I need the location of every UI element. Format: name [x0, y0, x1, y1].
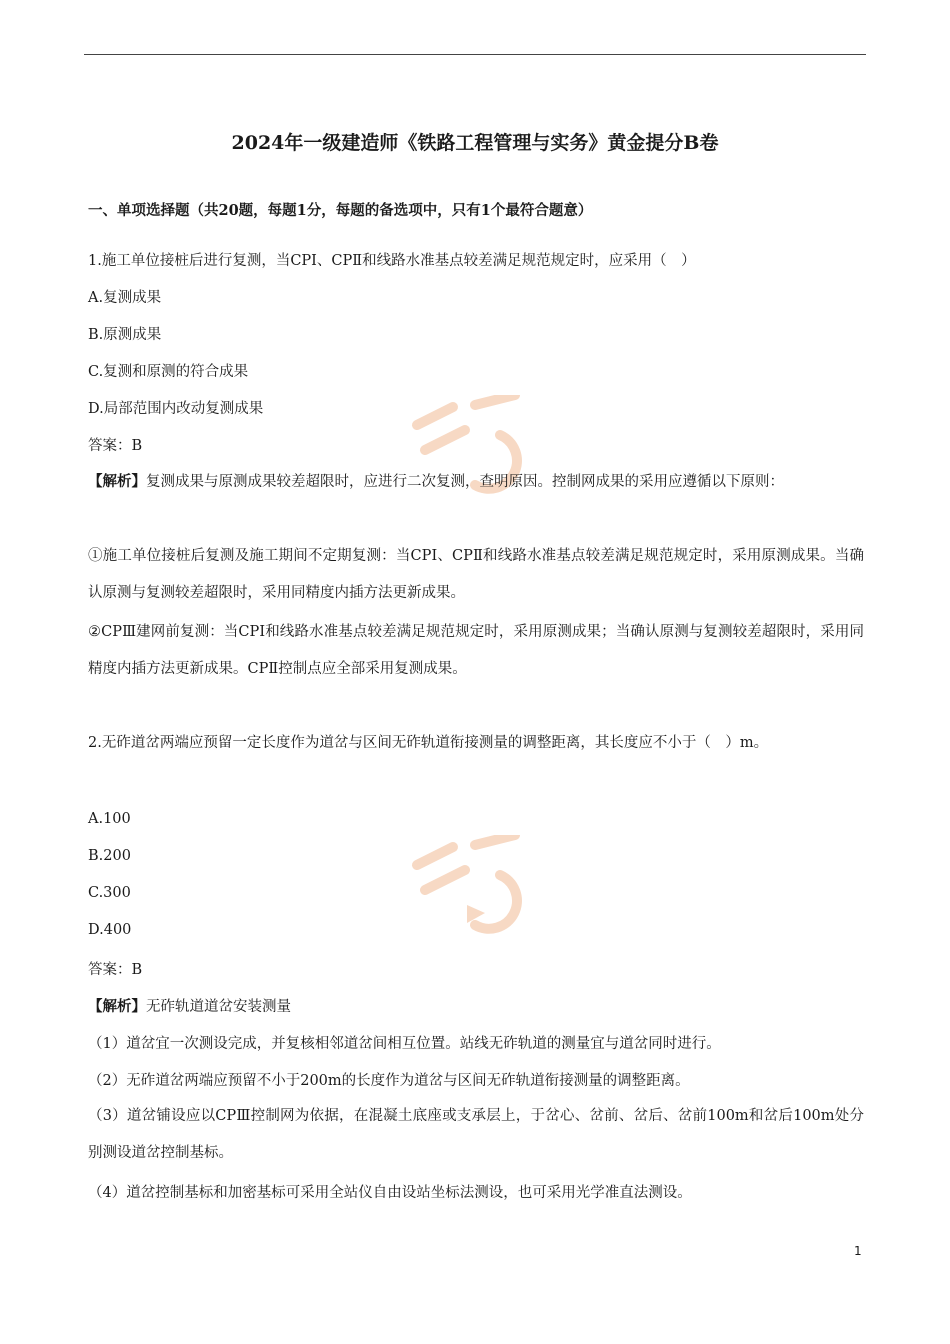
question-2-option-a: A.100	[88, 811, 131, 827]
question-1-point-2: ②CPⅢ建网前复测：当CPⅠ和线路水准基点较差满足规范规定时，采用原测成果；当确认原测与复测较差超限时，采用同精度内插方法更新成果。CPⅡ控制点应全部采用复测成果。	[88, 624, 864, 677]
section-heading: 一、单项选择题（共20题，每题1分，每题的备选项中，只有1个最符合题意）	[88, 202, 593, 219]
question-2-point-1: （1）道岔宜一次测设完成，并复核相邻道岔间相互位置。站线无砟轨道的测量宜与道岔同时进行。	[88, 1036, 721, 1052]
analysis-tag: 【解析】	[88, 998, 146, 1015]
question-2-answer: 答案：B	[88, 962, 143, 978]
watermark-logo-icon	[405, 835, 535, 945]
page-number: 1	[854, 1244, 862, 1258]
question-2-option-b: B.200	[88, 848, 131, 864]
question-2-option-d: D.400	[88, 922, 132, 938]
question-1-point-1: ①施工单位接桩后复测及施工期间不定期复测：当CPⅠ、CPⅡ和线路水准基点较差满足规范规定时，采用原测成果。当确认原测与复测较差超限时，采用同精度内插方法更新成果。	[88, 548, 864, 601]
question-1-answer: 答案：B	[88, 438, 143, 454]
question-2-stem: 2.无砟道岔两端应预留一定长度作为道岔与区间无砟轨道衔接测量的调整距离，其长度应不小于（ ）m。	[88, 735, 769, 751]
analysis-text: 复测成果与原测成果较差超限时，应进行二次复测，查明原因。控制网成果的采用应遵循以下原则：	[146, 474, 784, 490]
question-1-option-a: A.复测成果	[88, 290, 162, 306]
question-1-option-b: B.原测成果	[88, 327, 162, 343]
document-title: 2024年一级建造师《铁路工程管理与实务》黄金提分B卷	[231, 132, 719, 154]
header-rule	[84, 54, 866, 55]
question-1-stem: 1.施工单位接桩后进行复测，当CPⅠ、CPⅡ和线路水准基点较差满足规范规定时，应采用（ ）	[88, 253, 696, 269]
question-1-option-d: D.局部范围内改动复测成果	[88, 401, 264, 417]
question-2-analysis	[88, 995, 291, 1016]
question-2-point-2: （2）无砟道岔两端应预留不小于200m的长度作为道岔与区间无砟轨道衔接测量的调整距离。	[88, 1073, 690, 1089]
question-2-point-3: （3）道岔铺设应以CPⅢ控制网为依据，在混凝土底座或支承层上，于岔心、岔前、岔后、岔前100m和岔后100m处分别测设道岔控制基标。	[88, 1108, 864, 1161]
analysis-tag: 【解析】	[88, 473, 146, 490]
question-2-point-4: （4）道岔控制基标和加密基标可采用全站仪自由设站坐标法测设，也可采用光学准直法测设。	[88, 1185, 692, 1201]
question-1-option-c: C.复测和原测的符合成果	[88, 364, 249, 380]
question-1-analysis	[88, 463, 864, 501]
analysis-text: 无砟轨道道岔安装测量	[146, 999, 291, 1015]
question-2-option-c: C.300	[88, 885, 131, 901]
